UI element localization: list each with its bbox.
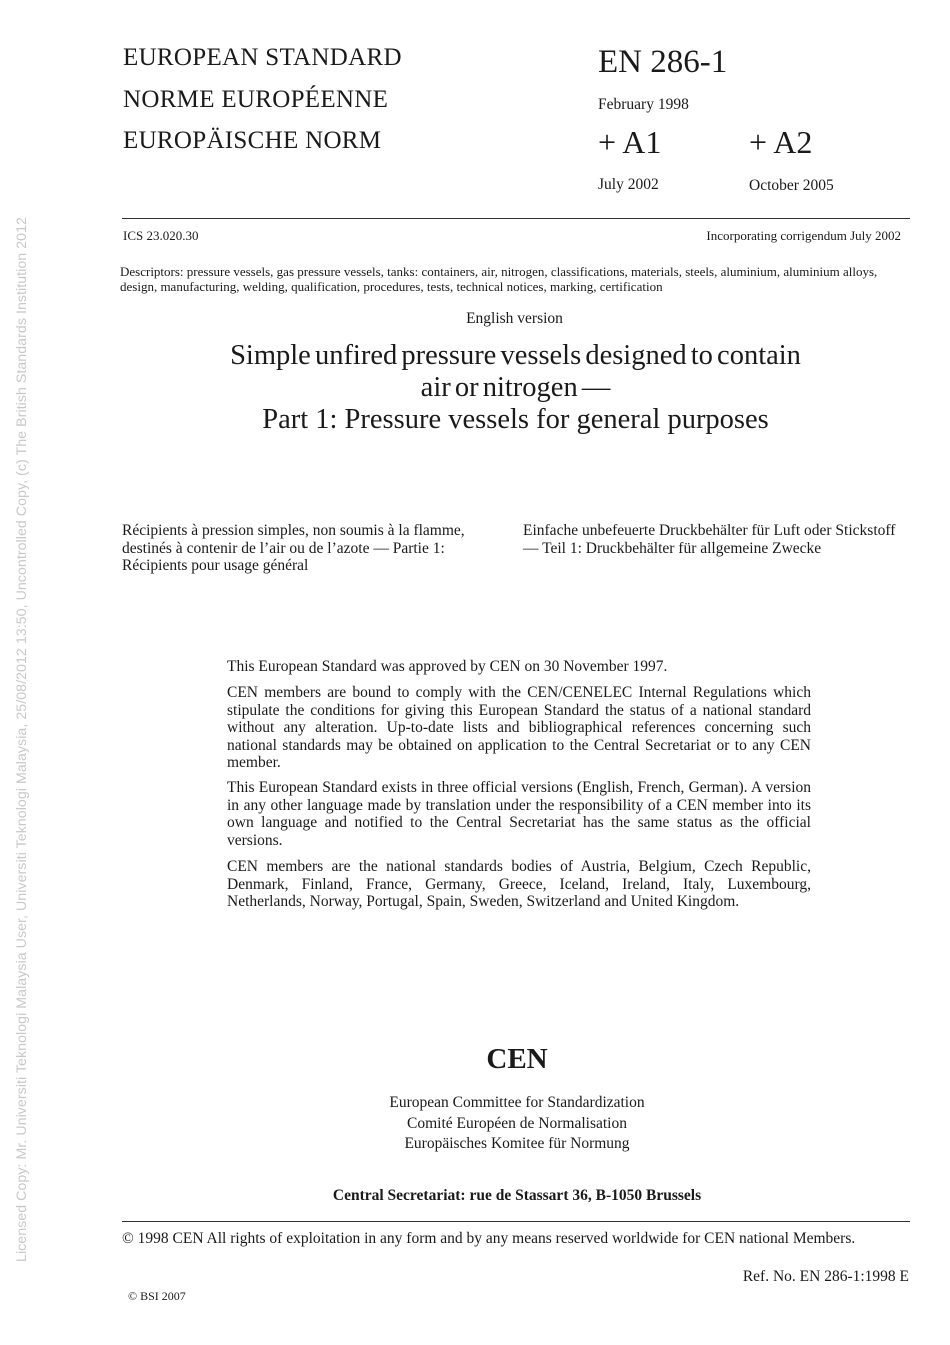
header-divider: [122, 218, 910, 219]
amendment-a1-label: + A1: [598, 124, 662, 160]
french-title: Récipients à pression simples, non soumis à la flamme, destinés à contenir de l’air ou de l’azote — Partie 1: Récipients pour usage général: [122, 522, 465, 574]
title-line-1: Simple unfired pressure vessels designed to contain: [230, 340, 801, 371]
footer-divider: [122, 1221, 910, 1222]
document-title: [123, 340, 908, 436]
header-line-fr: NORME EUROPÉENNE: [123, 86, 389, 113]
header-line-de: EUROPÄISCHE NORM: [123, 127, 382, 154]
cen-committee-names: [123, 1093, 911, 1155]
title-line-3: Part 1: Pressure vessels for general purposes: [262, 404, 769, 435]
language-version: English version: [466, 310, 563, 327]
standard-number: EN 286-1: [598, 44, 728, 80]
copyright-notice: © 1998 CEN All rights of exploitation in any form and by any means reserved worldwide for CEN national Members.: [122, 1230, 856, 1247]
amendment-a2-date: October 2005: [749, 177, 834, 194]
national-bodies-paragraph: CEN members are the national standards bodies of Austria, Belgium, Czech Republic, Denmark, Finland, France, Germany, Greece, Iceland, Ireland, Italy, Luxembourg, Netherlands, Norway, Portugal, Spain, Sweden, Switzerland and United Kingdom.: [227, 858, 811, 911]
members-paragraph: CEN members are bound to comply with the CEN/CENELEC Internal Regulations which stipulate the conditions for giving this European Standard the status of a national standard without any alteration. Up-to-date lists and bibliographical references concerning such national standards may be obtained on application to the Central Secretariat or to any CEN member.: [227, 684, 811, 772]
cen-logo-text: CEN: [486, 1043, 548, 1075]
descriptors: Descriptors: pressure vessels, gas pressure vessels, tanks: containers, air, nitrogen, classifications, materials, steels, aluminium, aluminium alloys, design, manufacturing, welding, qualification, procedures, tests, technical notices, marking, certification: [120, 264, 878, 294]
title-line-2: air or nitrogen —: [420, 372, 611, 403]
amendment-a1-date: July 2002: [598, 176, 659, 193]
standard-date: February 1998: [598, 96, 689, 113]
corrigendum-note: Incorporating corrigendum July 2002: [706, 228, 901, 243]
versions-paragraph: This European Standard exists in three official versions (English, French, German). A version in any other language made by translation under the responsibility of a CEN member into its own language and notified to the Central Secretariat has the same status as the official versions.: [227, 779, 811, 849]
committee-french: Comité Européen de Normalisation: [407, 1114, 627, 1132]
header-line-en: EUROPEAN STANDARD: [123, 44, 402, 71]
approval-paragraph: This European Standard was approved by CEN on 30 November 1997.: [227, 658, 668, 675]
committee-german: Europäisches Komitee für Normung: [404, 1135, 630, 1152]
ics-code: ICS 23.020.30: [123, 228, 199, 243]
watermark-text: Licensed Copy: Mr. Universiti Teknologi Malaysia User, Universiti Teknologi Malaysia, 25/08/2012 13:50, Uncontrolled Copy, (c) The British Standards Institution 2012: [14, 217, 30, 1262]
german-title: Einfache unbefeuerte Druckbehälter für Luft oder Stickstoff — Teil 1: Druckbehälter für allgemeine Zwecke: [523, 522, 896, 557]
bsi-copyright: © BSI 2007: [128, 1289, 186, 1303]
amendment-a2-label: + A2: [749, 124, 813, 160]
reference-number: Ref. No. EN 286-1:1998 E: [742, 1268, 909, 1285]
central-secretariat: Central Secretariat: rue de Stassart 36, B-1050 Brussels: [332, 1187, 702, 1204]
committee-english: European Committee for Standardization: [389, 1094, 645, 1111]
